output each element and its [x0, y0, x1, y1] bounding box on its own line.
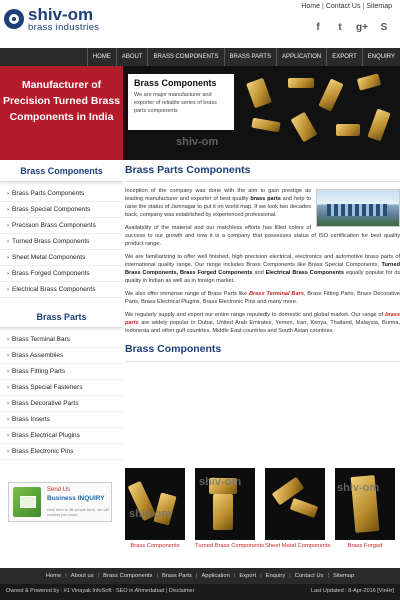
paragraph-range: [125, 253, 400, 285]
sidebar-item-label: Brass Fitting Parts: [12, 367, 66, 375]
text-run: and help to raise the status of Jamnagar to put it on world map. If we look two decades back, company was established by experienced professional.: [125, 196, 311, 218]
sidebar-item-electrical-brass-components[interactable]: [0, 282, 123, 298]
site-logo[interactable]: [4, 6, 99, 33]
sidebar-item-label: Brass Parts Components: [12, 189, 85, 197]
top-link-contact[interactable]: Contact Us: [325, 3, 361, 10]
sidebar-item-precision-brass-components[interactable]: [0, 218, 123, 234]
gallery-label: Brass Forged: [347, 543, 383, 549]
divider: |: [327, 573, 329, 579]
footer-link-enquiry[interactable]: Enquiry: [265, 573, 286, 579]
sidebar-item-label: Brass Assemblies: [12, 351, 64, 359]
logo-mark-icon: [4, 9, 24, 29]
chevron-right-icon: ›: [7, 286, 9, 293]
sidebar-item-label: Sheet Metal Components: [12, 253, 86, 261]
sidebar-item-brass-inserts[interactable]: [0, 412, 123, 428]
top-link-sitemap[interactable]: Sitemap: [366, 3, 392, 10]
text-run: are widely popular in Dubai, United Arab Emirates, Yemen, Iran, Kenya, Thailand, Malaysia, Burma, Indonesia and other gulf countries, Middle East countries and South Asian countries.: [125, 320, 400, 334]
gallery-item[interactable]: [125, 468, 185, 549]
text-run: We are familiarizing to offer well finished, high precision electrical, electronics and automotive brass parts of international quality range. Our range includes Brass Components like Brass Special Components,: [125, 254, 400, 268]
nav-application[interactable]: APPLICATION: [276, 48, 326, 66]
divider: |: [65, 573, 67, 579]
sidebar-item-label: Brass Decorative Parts: [12, 399, 79, 407]
chevron-right-icon: ›: [7, 254, 9, 261]
section-heading-components: Brass Components: [125, 343, 400, 362]
link-brass-parts[interactable]: brass parts: [125, 312, 400, 326]
logo-tagline: brass industries: [28, 22, 100, 33]
hero-tagline-panel: [0, 66, 123, 160]
sidebar-item-brass-forged-components[interactable]: [0, 266, 123, 282]
footer-link-home[interactable]: Home: [45, 573, 62, 579]
main-nav-bar: [0, 48, 400, 66]
gallery-image: [265, 468, 325, 540]
facebook-icon[interactable]: f: [316, 22, 320, 33]
gallery-watermark: shiv-om: [199, 476, 242, 488]
text-bold: Electrical Brass Components: [265, 270, 344, 276]
gallery-image: [195, 468, 255, 540]
footer-link-sitemap[interactable]: Sitemap: [332, 573, 355, 579]
chevron-right-icon: ›: [7, 190, 9, 197]
top-link-home[interactable]: Home: [301, 3, 321, 10]
paragraph-parts: [125, 290, 400, 306]
link-brass-terminal-bars[interactable]: Brass Terminal Bars: [249, 291, 304, 297]
page-title: Brass Parts Components: [125, 164, 400, 182]
text-bold: Turned Brass Components, Brass Forged Components: [125, 262, 400, 276]
hero-box-title: Brass Components: [134, 78, 217, 88]
sidebar-item-brass-assemblies[interactable]: [0, 348, 123, 364]
text-run: and: [252, 270, 266, 276]
text-run: Inception of the company was done with the aim to gain prestige as leading manufacturer and exporter of best quality: [125, 188, 311, 202]
sidebar-item-label: Brass Special Fasteners: [12, 383, 83, 391]
divider: |: [260, 573, 262, 579]
business-inquiry-banner[interactable]: [8, 482, 112, 522]
nav-export[interactable]: EXPORT: [326, 48, 362, 66]
footer-link-application[interactable]: Application: [201, 573, 230, 579]
footer-bottom: [0, 584, 400, 600]
nav-brass-components[interactable]: BRASS COMPONENTS: [147, 48, 223, 66]
inquiry-sub-label: click here to fill simple form, we will contact you soon...: [47, 507, 110, 517]
site-header: [0, 0, 400, 48]
chevron-right-icon: ›: [7, 368, 9, 375]
chevron-right-icon: ›: [7, 336, 9, 343]
chevron-right-icon: ›: [7, 448, 9, 455]
divider: |: [97, 573, 100, 579]
footer-link-about[interactable]: About us: [70, 573, 94, 579]
inquiry-form-icon: [13, 487, 41, 517]
divider: |: [156, 573, 158, 579]
sidebar-item-brass-electrical-plugins[interactable]: [0, 428, 123, 444]
chevron-right-icon: ›: [7, 238, 9, 245]
hero-tagline: Manufacturer of Precision Turned Brass Components in India: [2, 79, 121, 123]
sidebar-item-label: Brass Forged Components: [12, 269, 90, 277]
gallery-watermark: shiv-om: [337, 482, 380, 494]
footer-link-contact[interactable]: Contact Us: [294, 573, 324, 579]
sidebar-item-label: Turned Brass Components: [12, 237, 90, 245]
sidebar-parts-title: Brass Parts: [0, 306, 123, 328]
google-plus-icon[interactable]: g+: [356, 22, 368, 33]
hero-box-text: We are major manufacturer and exporter of reliable series of brass parts components: [134, 92, 217, 114]
hero-info-box: [128, 74, 234, 130]
sidebar-item-label: Precision Brass Components: [12, 221, 96, 229]
sidebar-item-label: Brass Electrical Plugins: [12, 431, 80, 439]
components-gallery: [125, 468, 400, 549]
chevron-right-icon: ›: [7, 384, 9, 391]
sidebar-item-sheet-metal-components[interactable]: [0, 250, 123, 266]
sidebar-components-title: Brass Components: [0, 160, 123, 182]
footer-link-brass-components[interactable]: Brass Components: [103, 573, 153, 579]
chevron-right-icon: ›: [7, 206, 9, 213]
gallery-item[interactable]: [335, 468, 395, 549]
gallery-image: [125, 468, 185, 540]
powered-by-text: Owned & Powered by : #1 Vinayak InfoSoft : SEO in Ahmedabad | Disclaimer: [6, 588, 195, 594]
gallery-label: Brass Components: [130, 543, 180, 549]
text-run: equally popular for its quality in Indian as well as in foreign market.: [125, 270, 400, 284]
inquiry-send-label: Send Us: [47, 487, 71, 493]
hero-brass-parts-image: [240, 70, 400, 158]
social-links: [312, 22, 390, 33]
last-updated-text: Last Updated : 8-Apr-2016 [VinHr]: [310, 588, 394, 594]
footer-link-brass-parts[interactable]: Brass Parts: [161, 573, 192, 579]
gallery-label: Sheet Metal Components: [265, 543, 331, 549]
nav-home[interactable]: HOME: [87, 48, 116, 66]
sidebar-item-label: Brass Inserts: [12, 415, 50, 423]
chevron-right-icon: ›: [7, 352, 9, 359]
sidebar-item-label: Brass Special Components: [12, 205, 91, 213]
paragraph-availability: Availability of the material and our matchless efforts has filled colors of success to our growth and now it is a company that possesses status of ISO certification for best quality product range.: [125, 225, 400, 247]
footer-nav: [0, 568, 400, 584]
chevron-right-icon: ›: [7, 270, 9, 277]
chevron-right-icon: ›: [7, 400, 9, 407]
sidebar-item-brass-parts-components[interactable]: [0, 186, 123, 202]
gallery-item[interactable]: [265, 468, 331, 549]
sidebar-item-brass-electronic-pins[interactable]: [0, 444, 123, 460]
chevron-right-icon: ›: [7, 222, 9, 229]
nav-about[interactable]: ABOUT: [116, 48, 148, 66]
paragraph-export: [125, 311, 400, 335]
nav-enquiry[interactable]: ENQUIRY: [362, 48, 400, 66]
logo-name: shiv-om: [28, 5, 94, 24]
text-run: We regularly supply and export our entire range reputedly to domestic and global market. Our range of: [125, 312, 386, 318]
inquiry-main-label: Business INQUIRY: [47, 495, 105, 502]
text-run: , Brass Fitting Parts, Brass Decorative Parts, Brass Electrical Plugins, Brass Electronic Pins and many more.: [125, 291, 400, 305]
sidebar-components-list: [0, 182, 123, 298]
sidebar-item-brass-special-fasteners[interactable]: [0, 380, 123, 396]
sidebar-item-brass-fitting-parts[interactable]: [0, 364, 123, 380]
chevron-right-icon: ›: [7, 432, 9, 439]
text-bold: brass parts: [250, 196, 281, 202]
sidebar-item-label: Electrical Brass Components: [12, 285, 96, 293]
gallery-label: Turned Brass Components: [195, 543, 265, 549]
sidebar-item-label: Brass Terminal Bars: [12, 335, 71, 343]
text-run: We also offer immense range of Brass Parts like: [125, 291, 249, 297]
sidebar-item-label: Brass Electronic Pins: [12, 447, 74, 455]
divider: |: [289, 573, 291, 579]
gallery-item[interactable]: [195, 468, 265, 549]
skype-icon[interactable]: S: [380, 22, 388, 33]
gallery-watermark: shiv-om: [129, 508, 172, 520]
chevron-right-icon: ›: [7, 416, 9, 423]
top-links: Home | Contact Us | Sitemap: [301, 3, 392, 10]
footer-link-export[interactable]: Export: [239, 573, 257, 579]
factory-image: [316, 189, 400, 227]
sidebar-item-turned-brass-components[interactable]: [0, 234, 123, 250]
divider: |: [195, 573, 198, 579]
divider: |: [233, 573, 236, 579]
nav-brass-parts[interactable]: BRASS PARTS: [224, 48, 276, 66]
sidebar-item-brass-special-components[interactable]: [0, 202, 123, 218]
hero-banner: [0, 66, 400, 160]
sidebar: [0, 160, 123, 530]
hero-watermark: shiv-om: [176, 136, 219, 148]
sidebar-item-brass-terminal-bars[interactable]: [0, 332, 123, 348]
twitter-icon[interactable]: t: [338, 22, 342, 33]
sidebar-parts-list: [0, 328, 123, 460]
intro-paragraph: [125, 187, 400, 219]
gallery-image: [335, 468, 395, 540]
sidebar-item-brass-decorative-parts[interactable]: [0, 396, 123, 412]
